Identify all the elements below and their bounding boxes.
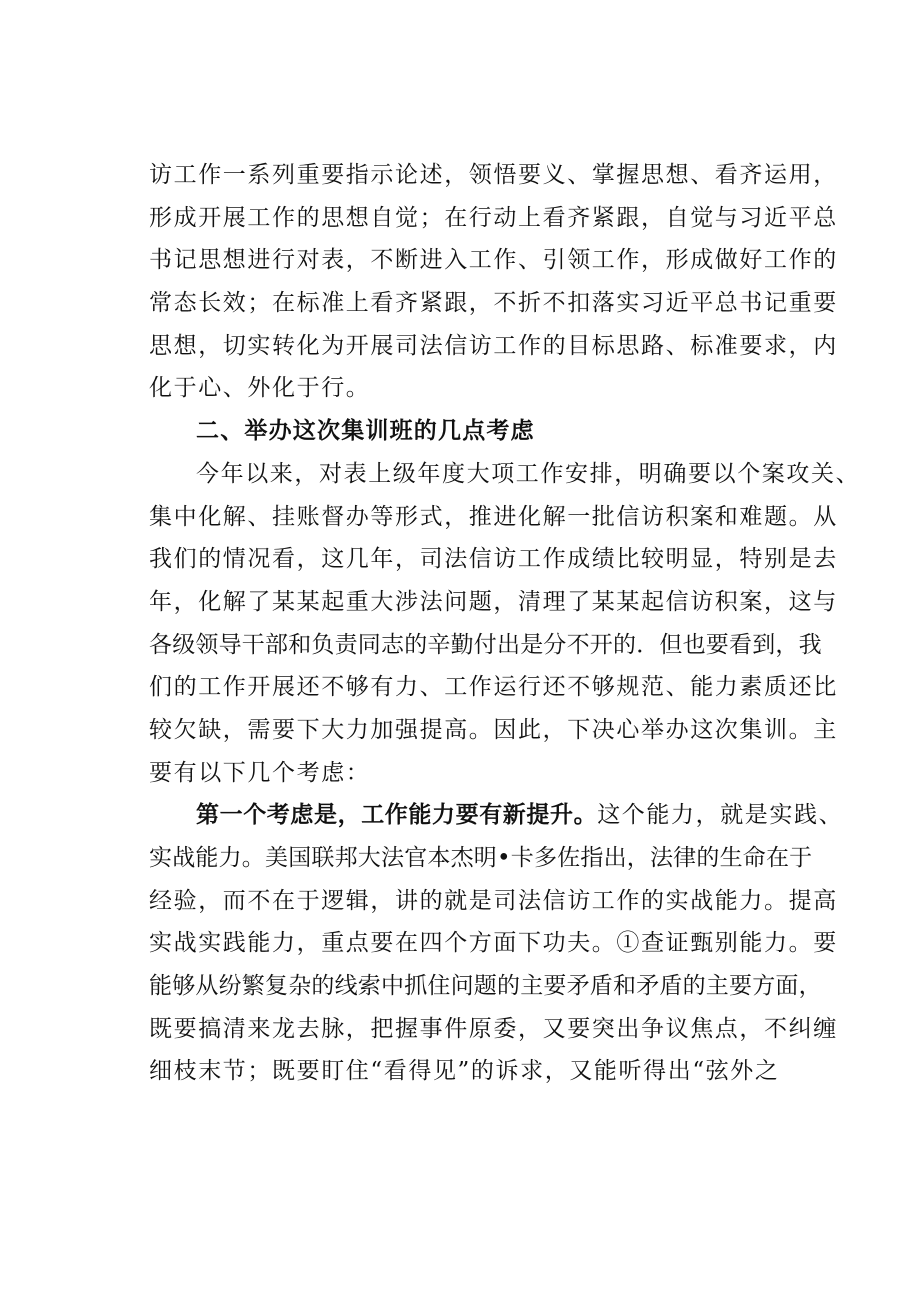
text-line: 书记思想进行对表，不断进入工作、引领工作，形成做好工作的 (149, 247, 838, 274)
text-line: 思想，切实转化为开展司法信访工作的目标思路、标准要求，内 (149, 332, 838, 359)
text-line: 们的工作开展还不够有力、工作运行还不够规范、能力素质还比 (149, 674, 838, 701)
document-body (149, 154, 861, 1093)
text-line: 访工作一系列重要指示论述，领悟要义、掌握思想、看齐运用， (149, 162, 838, 188)
text-run: 这个能力，就是实践、 (597, 802, 844, 829)
text-line: 较欠缺，需要下大力加强提高。因此，下决心举办这次集训。主 (149, 716, 838, 743)
text-line: 形成开展工作的思想自觉；在行动上看齐紧跟，自觉与习近平总 (149, 204, 838, 231)
text-line: 能够从纷繁复杂的线索中抓住问题的主要矛盾和矛盾的主要方面， (149, 973, 822, 1000)
text-line: 年，化解了某某起重大涉法问题，清理了某某起信访积案，这与 (149, 588, 838, 615)
text-line: 各级领导干部和负责同志的辛勤付出是分不开的．但也要看到，我 (149, 631, 822, 658)
text-line: 既要搞清来龙去脉，把握事件原委，又要突出争议焦点，不纠缠 (149, 1015, 838, 1042)
text-line: 化于心、外化于行。 (149, 375, 371, 402)
paragraph-2 (149, 453, 861, 795)
text-line (149, 794, 844, 837)
paragraph-1 (149, 154, 838, 410)
text-line: 常态长效；在标准上看齐紧跟，不折不扣落实习近平总书记重要 (149, 290, 838, 317)
text-line: 实战实践能力，重点要在四个方面下功夫。①查证甄别能力。要 (149, 930, 838, 957)
text-line: 集中化解、挂账督办等形式，推进化解一批信访积案和难题。从 (149, 503, 838, 530)
paragraph-3 (149, 794, 844, 1093)
section-heading: 二、举办这次集训班的几点考虑 (196, 418, 535, 445)
text-line: 经验，而不在于逻辑，讲的就是司法信访工作的实战能力。提高 (149, 887, 838, 914)
text-line: 我们的情况看，这几年，司法信访工作成绩比较明显，特别是去 (149, 546, 838, 573)
text-line: 要有以下几个考虑： (149, 759, 371, 786)
text-line: 实战能力。美国联邦大法官本杰明•卡多佐指出，法律的生命在于 (149, 845, 813, 871)
text-line: 今年以来，对表上级年度大项工作安排，明确要以个案攻关、 (196, 460, 861, 487)
bold-lead-sentence: 第一个考虑是，工作能力要有新提升。 (196, 802, 598, 829)
text-line: 细枝末节；既要盯住“看得见”的诉求，又能听得出“弦外之 (149, 1058, 780, 1085)
